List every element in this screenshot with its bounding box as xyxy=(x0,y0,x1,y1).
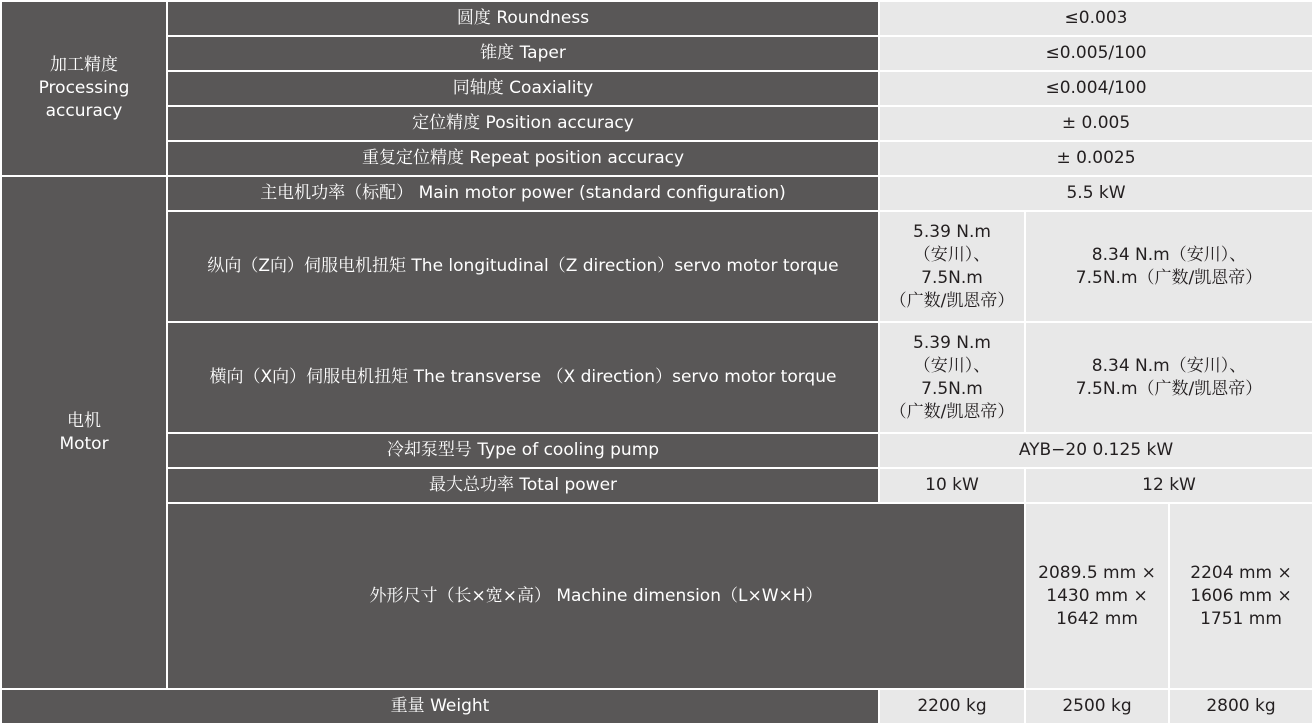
value-main-motor-power: 5.5 kW xyxy=(879,176,1312,211)
value-line: （广数/凯恩帝） xyxy=(889,290,1015,311)
value-line: 5.39 N.m xyxy=(913,221,991,242)
group-motor xyxy=(1,176,167,689)
row-label-machine-dimension: 外形尺寸（长×宽×高） Machine dimension（L×W×H） xyxy=(167,503,1025,689)
table-row xyxy=(1,141,1312,176)
value-line: （广数/凯恩帝） xyxy=(889,401,1015,422)
table-row xyxy=(1,211,1312,322)
value-line: 8.34 N.m（安川）、 xyxy=(1091,244,1247,265)
value-line: 1430 mm × xyxy=(1046,585,1148,606)
value-line: 7.5N.m（广数/凯恩帝） xyxy=(1075,267,1263,288)
value-z-torque-a xyxy=(879,211,1025,322)
value-line: 1642 mm xyxy=(1056,608,1138,629)
table-row xyxy=(1,1,1312,36)
table-row xyxy=(1,71,1312,106)
value-x-torque-a xyxy=(879,322,1025,433)
value-z-torque-b xyxy=(1025,211,1312,322)
value-roundness: ≤0.003 xyxy=(879,1,1312,36)
value-line: 1751 mm xyxy=(1200,608,1282,629)
table-row xyxy=(1,468,1312,503)
table-row xyxy=(1,36,1312,71)
table-row xyxy=(1,176,1312,211)
row-label-taper: 锥度 Taper xyxy=(167,36,879,71)
table-row xyxy=(1,322,1312,433)
value-line: 2204 mm × xyxy=(1190,562,1292,583)
value-line: 8.34 N.m（安川）、 xyxy=(1091,355,1247,376)
value-position-accuracy: ± 0.005 xyxy=(879,106,1312,141)
group-label-line: 加工精度 xyxy=(50,55,118,75)
group-label-line: accuracy xyxy=(45,101,123,121)
table-row xyxy=(1,503,1312,689)
row-label-position-accuracy: 定位精度 Position accuracy xyxy=(167,106,879,141)
value-dimension-2 xyxy=(1169,503,1312,689)
value-coaxiality: ≤0.004/100 xyxy=(879,71,1312,106)
value-dimension-1 xyxy=(1025,503,1169,689)
row-label-repeat-position-accuracy: 重复定位精度 Repeat position accuracy xyxy=(167,141,879,176)
value-line: 7.5N.m xyxy=(921,267,983,288)
row-label-weight: 重量 Weight xyxy=(1,689,879,724)
row-label-coaxiality: 同轴度 Coaxiality xyxy=(167,71,879,106)
table-row xyxy=(1,433,1312,468)
value-weight-2: 2500 kg xyxy=(1025,689,1169,724)
value-total-power-b: 12 kW xyxy=(1025,468,1312,503)
value-total-power-a: 10 kW xyxy=(879,468,1025,503)
group-processing-accuracy xyxy=(1,1,167,176)
value-taper: ≤0.005/100 xyxy=(879,36,1312,71)
value-line: 7.5N.m（广数/凯恩帝） xyxy=(1075,378,1263,399)
group-label-line: Motor xyxy=(59,433,109,454)
value-x-torque-b xyxy=(1025,322,1312,433)
table-row xyxy=(1,106,1312,141)
value-weight-3: 2800 kg xyxy=(1169,689,1312,724)
row-label-x-servo-torque: 横向（X向）伺服电机扭矩 The transverse （X direction）servo motor torque xyxy=(167,322,879,433)
row-label-main-motor-power: 主电机功率（标配） Main motor power (standard configuration) xyxy=(167,176,879,211)
value-cooling-pump: AYB−20 0.125 kW xyxy=(879,433,1312,468)
row-label-z-servo-torque: 纵向（Z向）伺服电机扭矩 The longitudinal（Z direction）servo motor torque xyxy=(167,211,879,322)
row-label-total-power: 最大总功率 Total power xyxy=(167,468,879,503)
value-line: （安川）、 xyxy=(913,244,991,265)
value-weight-1: 2200 kg xyxy=(879,689,1025,724)
value-repeat-position-accuracy: ± 0.0025 xyxy=(879,141,1312,176)
value-line: 2089.5 mm × xyxy=(1038,562,1156,583)
table-row xyxy=(1,689,1312,724)
group-label-line: 电机 xyxy=(67,410,101,431)
value-line: （安川）、 xyxy=(913,355,991,376)
group-label-line: Processing xyxy=(38,78,130,98)
row-label-roundness: 圆度 Roundness xyxy=(167,1,879,36)
value-line: 5.39 N.m xyxy=(913,332,991,353)
row-label-cooling-pump: 冷却泵型号 Type of cooling pump xyxy=(167,433,879,468)
value-line: 1606 mm × xyxy=(1190,585,1292,606)
value-line: 7.5N.m xyxy=(921,378,983,399)
